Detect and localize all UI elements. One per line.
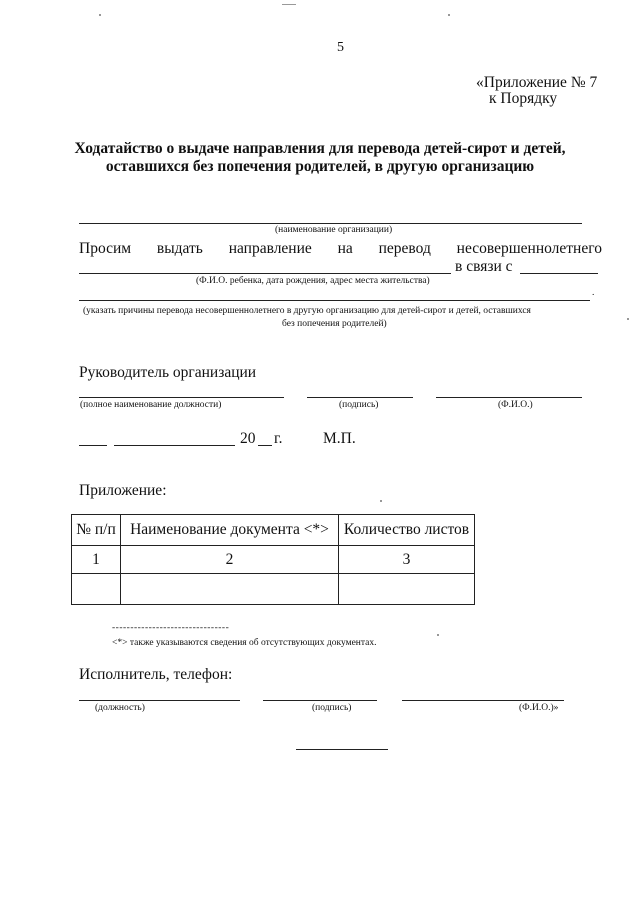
table-cell — [339, 574, 475, 605]
reason-caption-line2: без попечения родителей) — [282, 319, 387, 329]
request-word: на — [337, 240, 353, 257]
head-label: Руководитель организации — [79, 364, 257, 381]
header-document-name: Наименование документа <*> — [121, 515, 339, 546]
request-word: направление — [228, 240, 312, 257]
header-sheet-count: Количество листов — [339, 515, 475, 546]
footnote-separator: -------------------------------- — [112, 623, 230, 633]
table-cell: 2 — [121, 546, 339, 574]
head-name-caption: (Ф.И.О.) — [498, 400, 533, 410]
attachment-label: Приложение: — [79, 482, 167, 499]
document-title-line1: Ходатайство о выдаче направления для перевода детей-сирот и детей, — [74, 140, 566, 157]
table-cell: 3 — [339, 546, 475, 574]
child-info-line — [79, 273, 451, 274]
organization-line — [79, 223, 582, 224]
closing-rule — [296, 749, 388, 750]
date-year-line — [258, 445, 272, 446]
appendix-order: к Порядку — [489, 90, 558, 107]
scan-dot — [448, 14, 450, 16]
reason-line — [79, 300, 590, 301]
request-word: перевод — [378, 240, 431, 257]
head-signature-caption: (подпись) — [339, 400, 379, 410]
request-word: Просим — [79, 240, 132, 257]
request-text — [79, 240, 602, 258]
head-position-caption: (полное наименование должности) — [80, 400, 222, 410]
date-year-prefix: 20 — [240, 430, 256, 447]
page-number: 5 — [337, 40, 344, 55]
executor-position-caption: (должность) — [95, 703, 145, 713]
footnote-text: <*> также указываются сведения об отсутствующих документах. — [112, 638, 377, 648]
document-title-line2: оставшихся без попечения родителей, в другую организацию — [105, 158, 535, 175]
reason-period: . — [592, 288, 595, 298]
executor-signature-line — [263, 700, 377, 701]
table-cell — [72, 574, 121, 605]
child-caption: (Ф.И.О. ребенка, дата рождения, адрес места жительства) — [196, 276, 430, 286]
executor-name-line — [402, 700, 564, 701]
scan-dot — [627, 318, 629, 320]
executor-position-line — [79, 700, 240, 701]
scan-dot — [380, 500, 382, 502]
executor-name-caption: (Ф.И.О.)» — [519, 703, 559, 713]
table-row — [72, 574, 475, 605]
date-month-line — [114, 445, 235, 446]
date-year-suffix: г. — [274, 430, 283, 447]
executor-label: Исполнитель, телефон: — [79, 666, 233, 683]
request-word: несовершеннолетнего — [456, 240, 602, 257]
table-cell — [121, 574, 339, 605]
executor-signature-caption: (подпись) — [312, 703, 352, 713]
date-day-line — [79, 445, 107, 446]
table-cell: 1 — [72, 546, 121, 574]
scan-dot — [99, 14, 101, 16]
appendix-number: «Приложение № 7 — [476, 74, 598, 91]
organization-caption: (наименование организации) — [275, 225, 393, 235]
table-row — [72, 546, 475, 574]
header-number: № п/п — [72, 515, 121, 546]
reason-caption-line1: (указать причины перевода несовершеннолетнего в другую организацию для детей-сирот и детей, оставшихся — [83, 306, 531, 316]
in-connection-label: в связи с — [455, 258, 513, 275]
table-header-row — [72, 515, 475, 546]
documents-table — [71, 514, 475, 605]
head-signature-line — [307, 397, 413, 398]
head-name-line — [436, 397, 582, 398]
reason-start-line — [520, 273, 598, 274]
request-word: выдать — [156, 240, 203, 257]
scan-mark — [282, 4, 296, 5]
seal-label: М.П. — [323, 430, 356, 447]
scan-dot — [437, 634, 439, 636]
head-position-line — [79, 397, 284, 398]
